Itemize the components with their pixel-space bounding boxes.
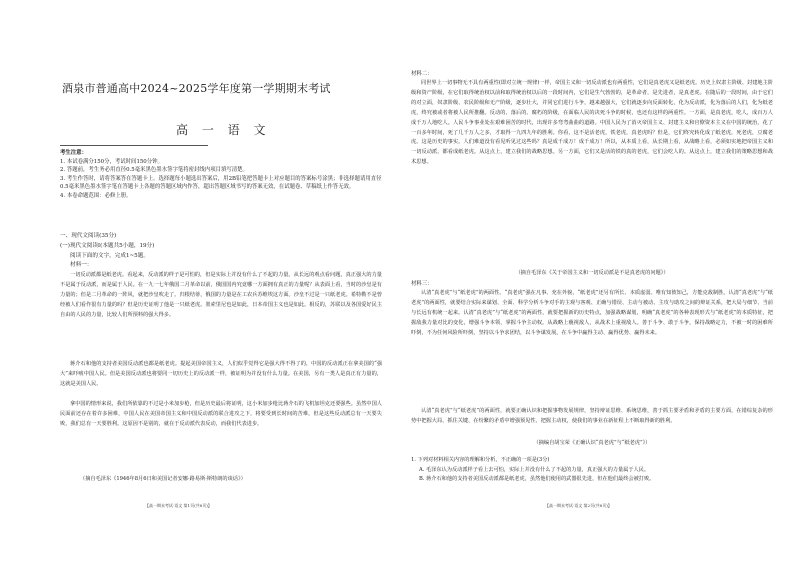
- material1-label: 材料一：: [70, 262, 93, 269]
- divider: [60, 145, 208, 146]
- material3-citation: （摘编自胡宝荣《正确认识“真老虎”与“纸老虎”》）: [533, 440, 651, 446]
- section-title: 一、现代文阅读(35分): [60, 233, 117, 239]
- instruction: 阅读下面的文字，完成1~5题。: [70, 252, 149, 259]
- material1-body: [60, 271, 382, 450]
- subject-title: 高 一 语 文: [176, 123, 271, 137]
- subsection-title: (一)现代文阅读Ⅰ(本题共5小题，19分): [60, 242, 155, 249]
- question-option-a: A. 毛泽东认为反动派样子看上去可怕，实际上并没有什么了不起的力量，真正强大的力量属于人民。: [419, 466, 650, 473]
- citation-text: （摘自毛泽东《1946年8月6日和美国记者安娜·路易斯·斯特朗的谈话》）: [80, 476, 246, 482]
- section-header: [60, 232, 382, 271]
- notes-item: 3. 考生作答时，请将答案答在答题卡上。选择题每小题选出答案后，用2B铅笔把答题卡上对应题目的答案标号涂黑；非选择题请用直径0.5毫米黑色墨水签字笔在答题卡上各题的答题区域内作答，超出答题区域书写的答案无效，在试题卷、草稿纸上作答无效。: [60, 175, 382, 191]
- material2-paragraph: 同世界上一切事物无不具有两重性(即对立统一规律)一样，帝国主义和一切反动派也有两重性，它们是真老虎又是纸老虎。历史上奴隶主阶级、封建地主阶级和资产阶级，在它们取得统治权以前和取得统治权以后的一段时间内，它们是生气勃勃的，是革命者，是先进者，是真老虎。在随后的一段时间，由于它们的对立面，奴隶阶级、农民阶级和无产阶级，逐步壮大，并同它们进行斗争，越来越强大，它们就逐步向反面转化，化为反动派，化为落后的人们，化为纸老虎，终究被或者将被人民所推翻。反动的、落后的、腐朽的阶级，在面临人民的决死斗争的时候，也还有这样的两重性。一方面，是真老虎，吃人，成百万人成千万人地吃人。人民斗争事业处在艰难困苦的时代，出现许多弯弯曲曲的道路。中国人民为了消灭帝国主义、封建主义和官僚资本主义在中国的统治，花了一百多年时间，死了几千万人之多，才取得一九四九年的胜利。你看，这不是活老虎，铁老虎，真老虎吗？但是，它们终究转化成了纸老虎，死老虎，豆腐老虎。这是历史的事实。人们难道没有看见听见过这些吗？真是成千成万！成千成万！所以，从本质上看，从长期上看，从战略上看，必须如实地把帝国主义和一切反动派，都看成纸老虎。从这点上，建立我们的战略思想。另一方面，它们又是活的铁的真的老虎，它们会吃人的。从这点上，建立我们的策略思想和战术思想。: [411, 80, 773, 166]
- question-1: [411, 456, 773, 485]
- material2-citation: （摘自毛泽东《关于帝国主义和一切反动派是不是真老虎的问题》）: [515, 270, 669, 276]
- material3-section: [411, 280, 773, 448]
- page-footer: 【高一期末考试·语文 第2页(共8页)】: [545, 503, 612, 508]
- material3-label: 材料三：: [411, 281, 433, 287]
- page-footer: 【高一期末考试·语文 第1页(共8页)】: [145, 503, 212, 508]
- material3-paragraph: 认清“真老虎”与“纸老虎”的两面性，就要正确认识和把握事物发展规律，坚持辩证思维、系统思维，善于抓主要矛盾和矛盾的主要方面，在错综复杂的形势中把握大局、抓住关键，在纷繁的矛盾中增强预见性、把握主动权，使我们的事业在新征程上不断取得新的胜利。: [411, 408, 773, 424]
- material3-paragraph: 认清“真老虎”与“纸老虎”的两面性。“真老虎”强在凡事、充在外貌，“纸老虎”还另有所长、本质虚弱。唯有知彼知己，方能克敌制胜。认清“真老虎”与“纸老虎”的两面性，就要结合实际来谋划、全面、科学分析斗争对手的主观与客观、正确与错误、主动与被动、主攻与助攻之间的辩证关系，把大局与细节、当前与长远有机统一起来。认清“真老虎”与“纸老虎”的两面性，就要把握新的历史特点，加强战略谋划，明确“真老虎”的各种表现形式与“纸老虎”的本质特征，把握敌我力量对比的变化，增强斗争本领，掌握斗争主动权。从战略上藐视敌人，从战术上重视敌人。善于斗争、敢于斗争，保持战略定力，不被一时的困难所吓倒，不为任何风险所吓倒，坚持以斗争求团结，以斗争谋发展，在斗争中赢得主动、赢得优势、赢得未来。: [411, 290, 773, 336]
- notes-heading: 考生注意：: [60, 150, 87, 156]
- notes-item: 2. 答题前，考生务必用直径0.5毫米黑色墨水签字笔将密封线内项目填写清楚。: [60, 167, 248, 174]
- question-stem: 1. 下列对材料相关内容的理解和分析，不正确的一项是(3分): [411, 457, 550, 463]
- exam-title: 酒泉市普通高中2024~2025学年度第一学期期末考试: [62, 82, 331, 95]
- notes-item: 4. 本卷命题范围：必修上册。: [60, 192, 132, 199]
- notes-item: 1. 本试卷满分150分，考试时间150分钟。: [60, 158, 163, 165]
- material2-section: [411, 70, 773, 278]
- question-option-b: B. 蒋介石和他的支持者美国反动派都是纸老虎，虽然他们使用的武器很先进，但在他们最终会被打败。: [419, 476, 655, 483]
- material2-label: 材料二：: [411, 71, 433, 77]
- material1-paragraph: 一切反动派都是纸老虎。看起来，反动派的样子是可怕的，但是实际上并没有什么了不起的力量。从长远的观点看问题，真正强大的力量不是属于反动派，而是属于人民。在一九一七年俄国二月革命以前，俄国国内究竟哪一方面拥有真正的力量呢？从表面上看，当时的沙皇是有力量的；但是二月革命的一阵风，就把沙皇吹走了。归根结蒂，俄国的力量是在工农兵苏维埃这方面。沙皇不过是一只纸老虎。希特勒不是曾经被人们看作很有力量的吗？但是历史证明了他是一只纸老虎。墨索里尼也是如此，日本帝国主义也是如此。相反的，苏联以及各国爱好民主自由的人民的力量，比较人们所预料的强大得多。: [60, 272, 382, 318]
- exam-notes: [60, 149, 382, 201]
- material1-citation: [80, 475, 380, 484]
- material1-paragraph: 蒋介石和他的支持者美国反动派也都是纸老虎。提起美国帝国主义，人们似乎觉得它是强大得不得了的，中国的反动派正在拿美国的“强大”来吓唬中国人民。但是美国反动派也将要同一切历史上的反动派一样，被证明为并没有什么力量。在美国，另有一类人是真正有力量的，这就是美国人民。: [60, 361, 382, 387]
- material1-paragraph: 拿中国的情形来说，我们所依靠的不过是小米加步枪，但是历史最后将证明，这小米加步枪比蒋介石的飞机加坦克还要强些。虽然中国人民面前还存在着许多困难，中国人民在美国帝国主义和中国反动派的联合进攻之下，将要受到长时间的苦难，但是这些反动派总有一天要失败，我们总有一天要胜利。这原因不是别的，就在于反动派代表反动，而我们代表进步。: [60, 401, 382, 427]
